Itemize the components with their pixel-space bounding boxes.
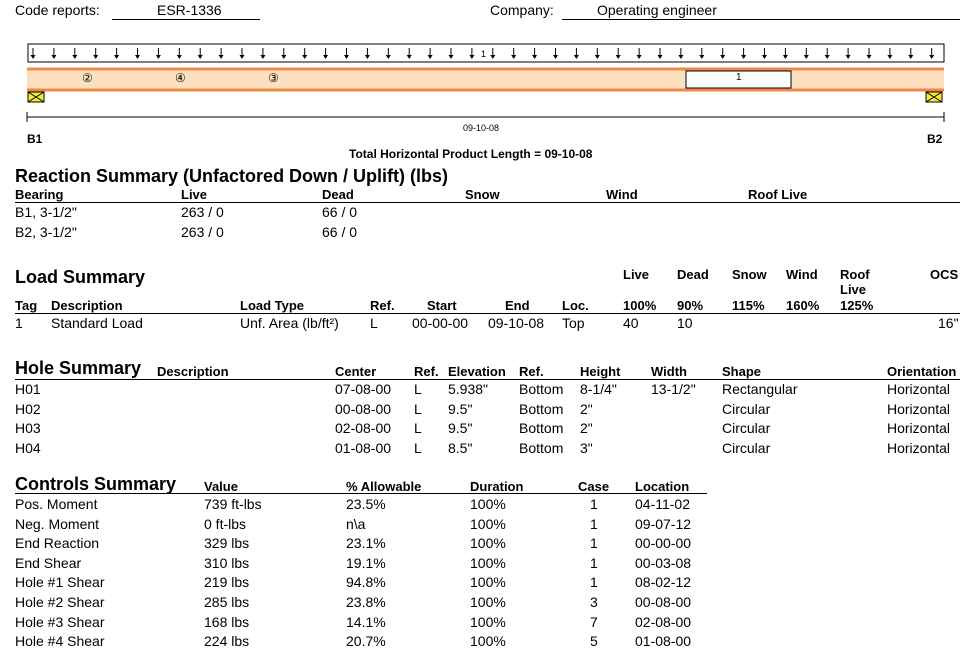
controls-cell: 20.7%	[346, 633, 386, 650]
load-factor-roof-live: Roof Live	[840, 267, 870, 297]
controls-cell: Pos. Moment	[15, 496, 98, 512]
load-col-loc: Loc.	[562, 298, 589, 313]
controls-cell: 04-11-02	[635, 496, 691, 512]
hole-marker: ③	[268, 71, 279, 85]
hole-cell: Horizontal	[887, 381, 951, 397]
hole-cell: L	[414, 440, 422, 457]
hole-cell: Bottom	[519, 440, 564, 457]
dimension-label: 09-10-08	[463, 123, 500, 133]
controls-cell: 23.8%	[346, 594, 386, 610]
controls-cell: n\a	[346, 515, 366, 532]
load-cell: 09-10-08	[488, 315, 545, 331]
reaction-cell: 66 / 0	[322, 224, 358, 240]
controls-cell: 100%	[470, 633, 506, 650]
load-cell: 1	[15, 315, 23, 331]
reaction-cell: 263 / 0	[181, 224, 224, 240]
hole-col-shape: Shape	[722, 364, 762, 379]
hole-cell: 8.5"	[448, 440, 473, 457]
controls-cell: 1	[590, 554, 598, 571]
hole-col-description: Description	[157, 364, 229, 379]
hole-cell: L	[414, 381, 422, 397]
controls-cell: 00-00-00	[635, 535, 692, 552]
hole-cell: Bottom	[519, 400, 564, 417]
load-factor-ocs: OCS	[930, 267, 959, 282]
hole-cell: H02	[15, 400, 41, 417]
hole-cell: 13-1/2"	[651, 381, 696, 397]
hole-cell: Horizontal	[887, 440, 951, 457]
controls-cell: 310 lbs	[204, 554, 250, 571]
reaction-col-roof-live: Roof Live	[748, 187, 808, 202]
load-col-roof-pct: 125%	[840, 298, 874, 313]
hole-col-height: Height	[580, 364, 621, 379]
hole-cell: 3"	[580, 440, 593, 457]
hole-cell: Bottom	[519, 381, 564, 397]
load-cell: Top	[562, 315, 585, 331]
bearing-b1-symbol	[28, 92, 44, 102]
hole-marker: ②	[82, 71, 93, 85]
load-marker: 1	[481, 49, 487, 59]
load-col-wind-pct: 160%	[786, 298, 820, 313]
hole-cell: 01-08-00	[335, 440, 392, 457]
controls-col-case: Case	[578, 479, 610, 494]
controls-col-allowable: % Allowable	[346, 479, 422, 494]
controls-cell: 02-08-00	[635, 613, 692, 630]
load-cell: 40	[623, 315, 639, 331]
controls-cell: 23.5%	[346, 496, 386, 512]
controls-col-duration: Duration	[470, 479, 524, 494]
load-col-description: Description	[51, 298, 123, 313]
load-col-tag: Tag	[15, 298, 38, 313]
hole-col-elevation: Elevation	[448, 364, 506, 379]
hole-cell: 9.5"	[448, 400, 473, 417]
controls-cell: 5	[590, 633, 598, 650]
controls-cell: 01-08-00	[635, 633, 692, 650]
reaction-col-live: Live	[181, 187, 208, 202]
hole-col-ref: Ref.	[414, 364, 439, 379]
load-title: Load Summary	[15, 267, 146, 287]
reaction-col-bearing: Bearing	[15, 187, 64, 202]
opening-label: 1	[736, 72, 742, 83]
controls-cell: 0 ft-lbs	[204, 515, 247, 532]
controls-cell: 23.1%	[346, 535, 386, 552]
hole-cell: 2"	[580, 400, 593, 417]
total-length-label: Total Horizontal Product Length = 09-10-08	[349, 147, 593, 161]
controls-cell: End Reaction	[15, 535, 100, 552]
hole-cell: 02-08-00	[335, 420, 392, 437]
load-factor-snow: Snow	[732, 267, 767, 282]
hole-cell: Horizontal	[887, 420, 951, 437]
controls-cell: 14.1%	[346, 613, 386, 630]
code-reports-value: ESR-1336	[157, 2, 222, 18]
hole-cell: 8-1/4"	[580, 381, 617, 397]
controls-cell: 224 lbs	[204, 633, 250, 650]
controls-cell: 168 lbs	[204, 613, 250, 630]
beam-body	[27, 68, 944, 91]
controls-cell: 100%	[470, 554, 506, 571]
bearing-b2-symbol	[926, 92, 942, 102]
hole-cell: Rectangular	[722, 381, 798, 397]
hole-col-width: Width	[651, 364, 687, 379]
controls-cell: 19.1%	[346, 554, 386, 571]
hole-col-ref2: Ref.	[519, 364, 544, 379]
load-col-load-type: Load Type	[240, 298, 305, 313]
reaction-col-wind: Wind	[606, 187, 638, 202]
controls-cell: 09-07-12	[635, 515, 692, 532]
controls-cell: Hole #2 Shear	[15, 594, 105, 610]
load-cell: Unf. Area (lb/ft²)	[240, 315, 339, 331]
reaction-cell: 263 / 0	[181, 204, 224, 220]
controls-cell: 7	[590, 613, 598, 630]
company-value: Operating engineer	[597, 2, 717, 18]
hole-col-orientation: Orientation	[887, 364, 957, 379]
controls-cell: 1	[590, 496, 598, 512]
hole-cell: Circular	[722, 420, 771, 437]
hole-cell: Circular	[722, 440, 771, 457]
controls-cell: 100%	[470, 594, 506, 610]
bearing-b1-label: B1	[27, 132, 43, 146]
hole-cell: Bottom	[519, 420, 564, 437]
load-col-dead-pct: 90%	[677, 298, 704, 313]
controls-col-value: Value	[204, 479, 238, 494]
controls-cell: Hole #4 Shear	[15, 633, 105, 650]
reaction-cell: B1, 3-1/2"	[15, 204, 77, 220]
load-col-snow-pct: 115%	[732, 298, 765, 313]
load-col-start: Start	[427, 298, 457, 313]
load-cell: L	[370, 315, 378, 331]
controls-cell: 100%	[470, 535, 506, 552]
hole-cell: H04	[15, 440, 41, 457]
controls-cell: 94.8%	[346, 574, 386, 591]
hole-cell: L	[414, 400, 422, 417]
controls-cell: 1	[590, 535, 598, 552]
hole-cell: 07-08-00	[335, 381, 392, 397]
controls-cell: 100%	[470, 613, 506, 630]
hole-cell: 9.5"	[448, 420, 473, 437]
load-factor-dead: Dead	[677, 267, 709, 282]
load-col-end: End	[505, 298, 530, 313]
controls-cell: Neg. Moment	[15, 515, 100, 532]
hole-cell: Circular	[722, 400, 771, 417]
code-reports-label: Code reports:	[15, 2, 100, 18]
hole-title: Hole Summary	[15, 358, 142, 378]
controls-cell: 219 lbs	[204, 574, 250, 591]
controls-title: Controls Summary	[15, 474, 177, 494]
hole-cell: 5.938"	[448, 381, 489, 397]
controls-cell: 100%	[470, 515, 506, 532]
load-cell: 10	[677, 315, 693, 331]
reaction-col-dead: Dead	[322, 187, 354, 202]
reaction-cell: B2, 3-1/2"	[15, 224, 77, 240]
controls-cell: 00-03-08	[635, 554, 692, 571]
reaction-col-snow: Snow	[465, 187, 500, 202]
controls-cell: 285 lbs	[204, 594, 250, 610]
hole-cell: L	[414, 420, 422, 437]
bearing-b2-label: B2	[927, 132, 943, 146]
load-col-live-pct: 100%	[623, 298, 657, 313]
company-label: Company:	[490, 2, 554, 18]
load-cell: 00-00-00	[412, 315, 469, 331]
controls-cell: End Shear	[15, 554, 82, 571]
load-col-ref: Ref.	[370, 298, 395, 313]
controls-cell: 1	[590, 515, 598, 532]
load-cell: Standard Load	[51, 315, 143, 331]
controls-cell: 739 ft-lbs	[204, 496, 262, 512]
controls-cell: 3	[590, 594, 598, 610]
controls-cell: 329 lbs	[204, 535, 250, 552]
load-factor-live: Live	[623, 267, 650, 282]
hole-marker: ④	[175, 71, 186, 85]
controls-cell: Hole #1 Shear	[15, 574, 105, 591]
controls-cell: 100%	[470, 574, 506, 591]
load-cell: 16"	[938, 315, 959, 331]
reaction-title: Reaction Summary (Unfactored Down / Uplift) (lbs)	[15, 166, 449, 186]
hole-cell: H03	[15, 420, 41, 437]
load-factor-wind: Wind	[786, 267, 818, 282]
beam-diagram	[0, 40, 978, 160]
controls-col-location: Location	[635, 479, 690, 494]
hole-cell: 2"	[580, 420, 593, 437]
reaction-cell: 66 / 0	[322, 204, 358, 220]
controls-cell: Hole #3 Shear	[15, 613, 105, 630]
controls-cell: 1	[590, 574, 598, 591]
beam-diagram-svg	[0, 40, 978, 160]
hole-cell: Horizontal	[887, 400, 951, 417]
controls-cell: 00-08-00	[635, 594, 692, 610]
hole-cell: 00-08-00	[335, 400, 392, 417]
hole-col-center: Center	[335, 364, 377, 379]
controls-cell: 08-02-12	[635, 574, 692, 591]
hole-cell: H01	[15, 381, 41, 397]
controls-cell: 100%	[470, 496, 506, 512]
